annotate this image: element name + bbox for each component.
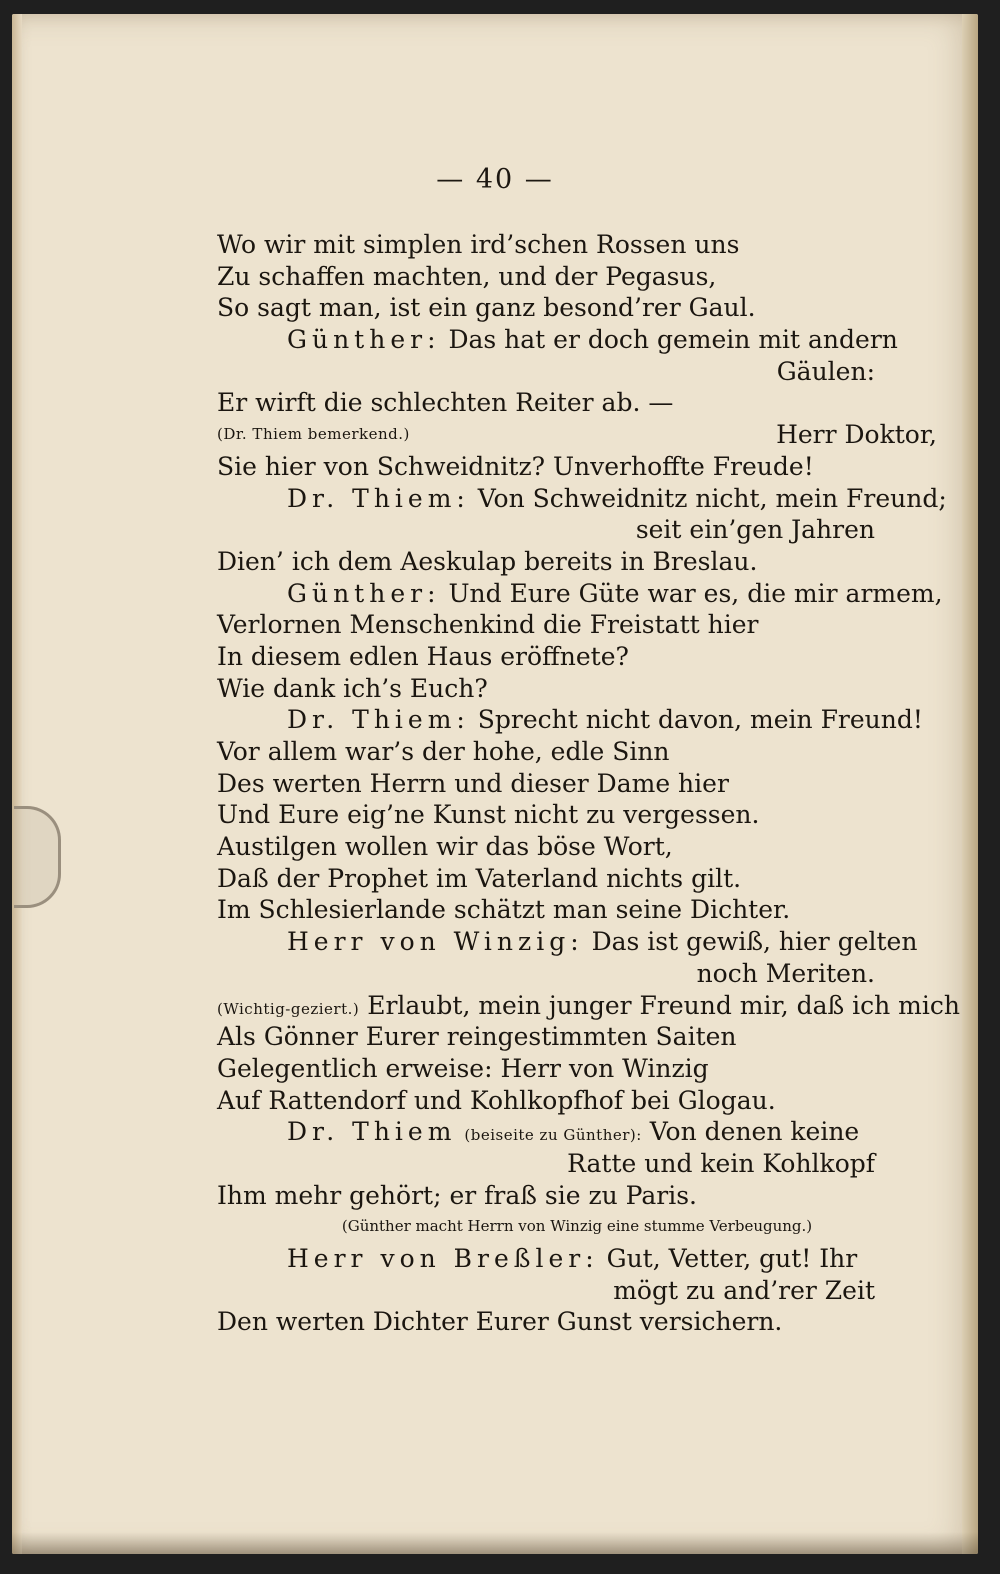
verse-line bbox=[217, 1053, 937, 1085]
stage-direction-line bbox=[217, 1211, 937, 1243]
verse-line bbox=[217, 673, 937, 705]
verse-line bbox=[217, 1180, 937, 1212]
verse-line bbox=[217, 799, 937, 831]
line-text: Das ist gewiß, hier gelten bbox=[591, 927, 918, 957]
speech-line bbox=[217, 578, 943, 610]
line-text: Wo wir mit simplen ird’schen Rossen uns bbox=[217, 230, 740, 259]
line-text: Das hat er doch gemein mit andern bbox=[448, 325, 898, 355]
line-text: Verlornen Menschenkind die Freistatt hier bbox=[217, 610, 759, 640]
continuation-line bbox=[217, 514, 937, 546]
speech-line bbox=[217, 324, 937, 356]
verse-line bbox=[217, 641, 937, 673]
line-text: Ihm mehr gehört; er fraß sie zu Paris. bbox=[217, 1180, 698, 1210]
page-edge bbox=[962, 14, 978, 1554]
page-shadow bbox=[12, 1532, 978, 1554]
speaker-name: Herr von Winzig: bbox=[287, 927, 584, 957]
verse-line bbox=[217, 546, 937, 578]
line-text: Gut, Vetter, gut! Ihr bbox=[606, 1244, 858, 1273]
speech-line bbox=[217, 1116, 937, 1148]
continuation-line bbox=[217, 356, 937, 388]
line-text: Als Gönner Eurer reingestimmten Saiten bbox=[217, 1022, 737, 1052]
speech-line bbox=[217, 1243, 937, 1275]
line-text: mögt zu and’rer Zeit bbox=[613, 1275, 875, 1305]
verse-line bbox=[217, 292, 937, 324]
line-text: Auf Rattendorf und Kohlkopfhof bei Glogau. bbox=[217, 1085, 776, 1115]
speaker-name: Dr. Thiem: bbox=[287, 483, 470, 513]
line-text: Herr Doktor, bbox=[776, 420, 937, 450]
line-text: Und Eure Güte war es, die mir armem, bbox=[448, 578, 943, 608]
verse-line bbox=[217, 863, 937, 895]
continuation-line bbox=[217, 1148, 937, 1180]
line-text: Im Schlesierlande schätzt man seine Dichter. bbox=[217, 895, 791, 925]
line-text: Dien’ ich dem Aeskulap bereits in Breslau. bbox=[217, 546, 758, 576]
verse-line bbox=[217, 736, 937, 768]
stage-direction: (Dr. Thiem bemerkend.) bbox=[217, 425, 410, 444]
line-text: Gelegentlich erweise: Herr von Winzig bbox=[217, 1053, 709, 1083]
line-text: Austilgen wollen wir das böse Wort, bbox=[217, 832, 673, 862]
stage-direction: (beiseite zu Günther): bbox=[464, 1126, 642, 1145]
book-page bbox=[12, 14, 978, 1554]
speaker-name: Dr. Thiem: bbox=[287, 705, 470, 735]
line-text: Sprecht nicht davon, mein Freund! bbox=[477, 705, 923, 735]
line-text: Des werten Herrn und dieser Dame hier bbox=[217, 768, 729, 798]
line-text: Er wirft die schlechten Reiter ab. — bbox=[217, 388, 674, 418]
line-text: seit ein’gen Jahren bbox=[635, 515, 875, 545]
page-spine bbox=[12, 14, 22, 1554]
verse-line bbox=[217, 1085, 937, 1117]
line-text: In diesem edlen Haus eröffnete? bbox=[217, 641, 629, 671]
verse-line bbox=[217, 451, 937, 483]
line-text: noch Meriten. bbox=[696, 958, 875, 988]
continuation-line bbox=[217, 958, 937, 990]
line-text: Erlaubt, mein junger Freund mir, daß ich mich bbox=[367, 990, 960, 1020]
verse-line bbox=[217, 768, 937, 800]
verse-line bbox=[217, 419, 937, 451]
line-text: Ratte und kein Kohlkopf bbox=[567, 1148, 875, 1178]
speech-line bbox=[217, 704, 937, 736]
line-text: Gäulen: bbox=[776, 356, 875, 386]
line-text: Vor allem war’s der hohe, edle Sinn bbox=[217, 737, 670, 766]
stage-direction: (Günther macht Herrn von Winzig eine stumme Verbeugung.) bbox=[341, 1217, 813, 1236]
speech-line bbox=[217, 483, 947, 515]
verse-line bbox=[217, 831, 937, 863]
verse-line bbox=[217, 609, 937, 641]
line-text: Zu schaffen machten, und der Pegasus, bbox=[217, 261, 717, 291]
paper-clip bbox=[14, 806, 61, 908]
page-number: — 40 — bbox=[436, 164, 554, 195]
line-text: So sagt man, ist ein ganz besond’rer Gaul. bbox=[217, 293, 756, 323]
speech-line bbox=[217, 926, 937, 958]
verse-line bbox=[217, 1021, 937, 1053]
line-text: Von denen keine bbox=[649, 1117, 860, 1147]
line-text: Von Schweidnitz nicht, mein Freund; bbox=[477, 483, 947, 513]
line-text: Wie dank ich’s Euch? bbox=[217, 673, 488, 703]
line-text: Und Eure eig’ne Kunst nicht zu vergessen. bbox=[217, 800, 760, 830]
play-text bbox=[217, 229, 960, 1338]
line-text: Daß der Prophet im Vaterland nichts gilt. bbox=[217, 863, 742, 893]
verse-line bbox=[217, 894, 937, 926]
stage-direction: (Wichtig-geziert.) bbox=[217, 999, 360, 1018]
line-text: Sie hier von Schweidnitz? Unverhoffte Freude! bbox=[217, 451, 814, 481]
verse-line bbox=[217, 387, 937, 419]
verse-line bbox=[217, 261, 937, 293]
verse-line bbox=[217, 1306, 937, 1338]
speaker-name: Dr. Thiem bbox=[287, 1117, 457, 1147]
verse-line bbox=[217, 990, 960, 1022]
line-text: Den werten Dichter Eurer Gunst versichern. bbox=[217, 1307, 783, 1337]
verse-line bbox=[217, 229, 937, 261]
speaker-name: Herr von Breßler: bbox=[287, 1244, 599, 1273]
continuation-line bbox=[217, 1275, 937, 1307]
speaker-name: Günther: bbox=[287, 578, 441, 608]
speaker-name: Günther: bbox=[287, 325, 441, 355]
